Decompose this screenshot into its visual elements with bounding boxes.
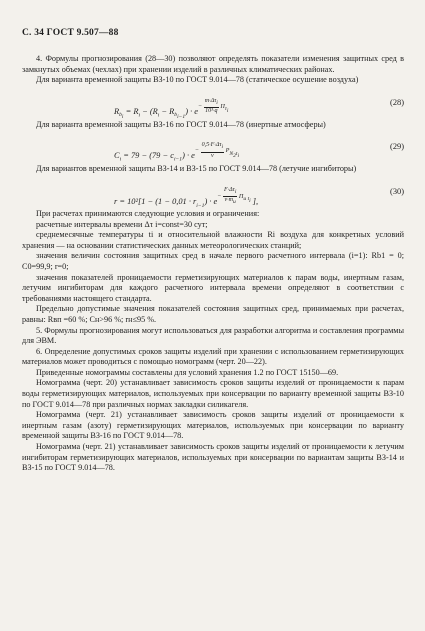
formula-28-expression: $R_{b_i} = R_i - (R_i - R_{b_{i-1}}) \cdot e^{- \frac{m\cdot\Delta\tau_i}{\text{10³·q}} \Pi_{\tau_i}}$	[114, 97, 229, 121]
paragraph-initial-values: значения величин состояния защитных сред в начале первого расчетного интервала (i=1): Rb1 = 0; C0=99,9; r=0;	[22, 251, 404, 271]
paragraph-nomogram-20: Номограмма (черт. 20) устанавливает зависимость сроков защиты изделий от проницаемости к парам воды герметизирующих материалов, используемых при консервации по варианту временной защиты ВЗ-10 по ГОСТ 9.014—78 при различных нормах закладки силикагеля.	[22, 378, 404, 409]
paragraph-intervals: расчетные интервалы времени Δτ i=const=30 сут;	[36, 219, 208, 229]
paragraph-nomogram-21-gas: Номограмма (черт. 21) устанавливает зависимость сроков защиты изделий от проницаемости к инертным газам (азоту) герметизирующих материалов, используемых при консервации по варианту временной защиты ВЗ-16 по ГОСТ 9.014—78.	[22, 410, 404, 441]
formula-29	[22, 134, 404, 164]
formula-28-number: (28)	[390, 97, 404, 107]
formula-30	[22, 179, 404, 209]
paragraph-nomograms: Приведенные номограммы составлены для условий хранения 1.2 по ГОСТ 15150—69.	[36, 367, 339, 377]
paragraph-temperatures: среднемесячные температуры ti и относительной влажности Ri воздуха для конкретных условий хранения — на основании статистических данных метеорологических станций;	[22, 230, 404, 250]
formula-30-expression: $r = 10^2[1 - (1 - 0,01 \cdot r_{i-1}) \cdot e^{- \frac{F\cdot\Delta\tau_i}{v\cdot m_и} \Pi_{и t_i}}$ ],	[114, 186, 259, 209]
page-header: С. 34 ГОСТ 9.507—88	[22, 28, 119, 38]
paragraph-vz14-15: Для вариантов временной защиты ВЗ-14 и ВЗ-15 по ГОСТ 9.014—78 (летучие ингибиторы)	[36, 164, 357, 174]
paragraph-5: 5. Формулы прогнозирования могут использоваться для разработки алгоритма и составления программы для ЭВМ.	[22, 325, 404, 346]
document-body	[22, 54, 404, 474]
paragraph-vz10: Для варианта временной защиты ВЗ-10 по ГОСТ 9.014—78 (статическое осушение воздуха)	[36, 75, 359, 85]
paragraph-6: 6. Определение допустимых сроков защиты изделий при хранении с использованием герметизирующих материалов может проводиться с помощью номограмм (черт. 20—22).	[22, 346, 404, 367]
paragraph-limits: Предельно допустимые значения показателей состояния защитных сред, принимаемых при расчетах, равны: Rвп =60 %; Cн>96 %; rн≤95 %.	[22, 304, 404, 324]
paragraph-nomogram-21-inhibitor: Номограмма (черт. 21) устанавливает зависимость сроков защиты изделий от проницаемости к летучим ингибиторам герметизирующих материалов, используемых при консервации по вариантам защиты ВЗ-14 и ВЗ-15 по ГОСТ 9.014—78.	[22, 442, 404, 473]
paragraph-permeability: значения показателей проницаемости герметизирующих материалов к парам воды, инертным газам, летучим ингибиторам для каждого расчетного интервала времени определяют в соответствии с требованиями настоящего стандарта.	[22, 272, 404, 303]
formula-29-expression: $C_i = 79 - (79 - c_{i-1}) \cdot e^{- \frac{0,5\cdot F\cdot\Delta\tau_i}{v} P_{N_2t_i}}$	[114, 142, 239, 164]
formula-28	[22, 90, 404, 121]
paragraph-4: 4. Формулы прогнозирования (28—30) позволяют определять показатели изменения защитных сред в замкнутых объемах (чехлах) при хранении изделий в различных климатических районах.	[22, 54, 404, 74]
paragraph-vz16: Для варианта временной защиты ВЗ-16 по ГОСТ 9.014—78 (инертные атмосферы)	[36, 119, 326, 129]
formula-30-number: (30)	[390, 186, 404, 196]
paragraph-conditions: При расчетах принимаются следующие условия и ограничения:	[36, 208, 260, 218]
formula-29-number: (29)	[390, 142, 404, 152]
